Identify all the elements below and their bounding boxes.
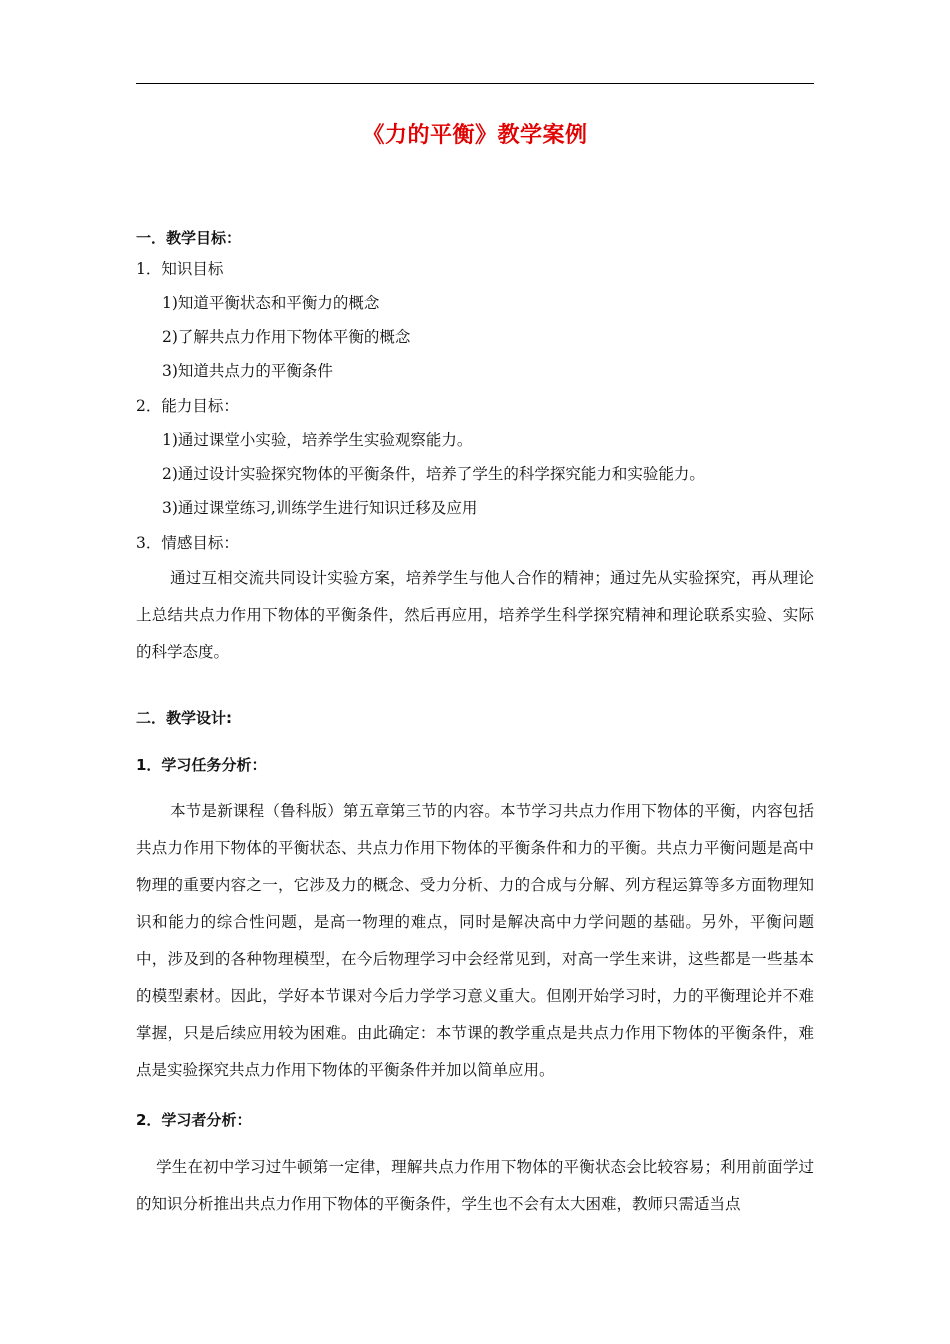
section2-heading: 二．教学设计:	[136, 709, 232, 727]
emotion-goal-paragraph: 通过互相交流共同设计实验方案，培养学生与他人合作的精神；通过先从实验探究，再从理论上总结共点力作用下物体的平衡条件，然后再应用，培养学生科学探究精神和理论联系实验、实际的科学态度。	[136, 569, 814, 661]
knowledge-goal-label: 1．知识目标	[136, 260, 224, 278]
task-analysis-heading: 1．学习任务分析：	[136, 756, 267, 774]
learner-analysis-heading: 2．学习者分析：	[136, 1111, 252, 1129]
ability-goal-label: 2．能力目标：	[136, 397, 239, 415]
document-title: 《力的平衡》教学案例	[362, 123, 588, 148]
ability-goal-point-3: 3)通过课堂练习,训练学生进行知识迁移及应用	[162, 499, 478, 517]
learner-analysis-paragraph: 学生在初中学习过牛顿第一定律，理解共点力作用下物体的平衡状态会比较容易；利用前面学过的知识分析推出共点力作用下物体的平衡条件，学生也不会有太大困难，教师只需适当点	[136, 1158, 814, 1213]
task-analysis-paragraph: 本节是新课程（鲁科版）第五章第三节的内容。本节学习共点力作用下物体的平衡，内容包括共点力作用下物体的平衡状态、共点力作用下物体的平衡条件和力的平衡。共点力平衡问题是高中物理的重要内容之一，它涉及力的概念、受力分析、力的合成与分解、列方程运算等多方面物理知识和能力的综合性问题，是高一物理的难点，同时是解决高中力学问题的基础。另外，平衡问题中，涉及到的各种物理模型，在今后物理学习中会经常见到，对高一学生来讲，这些都是一些基本的模型素材。因此，学好本节课对今后力学学习意义重大。但刚开始学习时，力的平衡理论并不难掌握，只是后续应用较为困难。由此确定：本节课的教学重点是共点力作用下物体的平衡条件，难点是实验探究共点力作用下物体的平衡条件并加以简单应用。	[136, 802, 814, 1079]
knowledge-goal-point-1: 1)知道平衡状态和平衡力的概念	[162, 294, 380, 312]
section1-heading: 一．教学目标：	[136, 229, 242, 247]
emotion-goal-label: 3．情感目标：	[136, 534, 239, 552]
header-rule	[136, 83, 814, 84]
ability-goal-point-2: 2)通过设计实验探究物体的平衡条件，培养了学生的科学探究能力和实验能力。	[162, 465, 705, 483]
knowledge-goal-point-3: 3)知道共点力的平衡条件	[162, 362, 333, 380]
ability-goal-point-1: 1)通过课堂小实验，培养学生实验观察能力。	[162, 431, 473, 449]
knowledge-goal-point-2: 2)了解共点力作用下物体平衡的概念	[162, 328, 411, 346]
